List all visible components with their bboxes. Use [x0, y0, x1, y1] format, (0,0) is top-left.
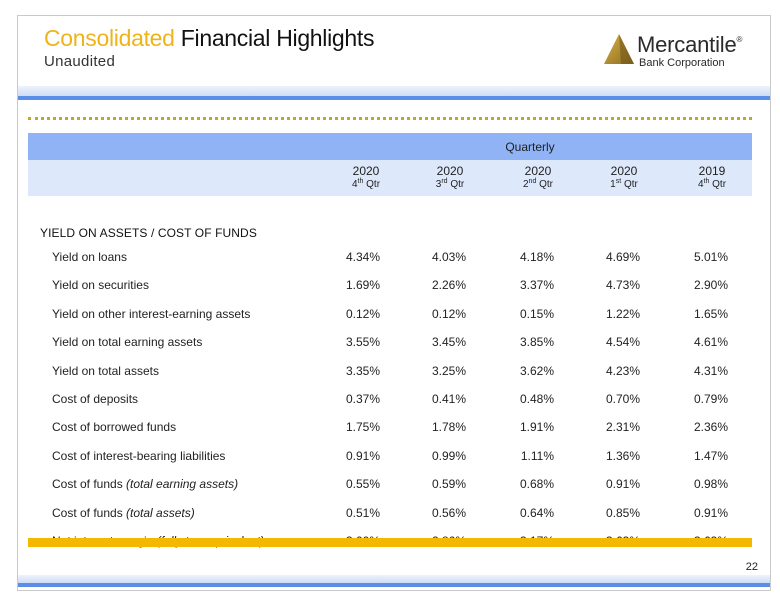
- row-value: 0.41%: [431, 392, 466, 406]
- slide: [17, 15, 771, 591]
- row-value: 5.01%: [693, 250, 728, 264]
- row-label: Yield on other interest-earning assets: [52, 306, 251, 321]
- row-value: 0.59%: [431, 477, 466, 492]
- table-row: [28, 357, 752, 385]
- row-value: 0.99%: [431, 448, 466, 463]
- page-subtitle: Unaudited: [44, 53, 116, 70]
- row-value: 3.25%: [431, 363, 466, 378]
- triangle-logo-icon: [603, 30, 635, 66]
- page-title: [44, 25, 374, 52]
- row-value: 0.64%: [519, 505, 554, 520]
- row-value: 2.90%: [693, 278, 728, 293]
- row-label: Yield on loans: [52, 250, 127, 264]
- row-label: Cost of interest-bearing liabilities: [52, 448, 226, 463]
- row-value: 1.22%: [605, 306, 640, 321]
- table-row: [28, 243, 752, 271]
- row-value: 0.91%: [693, 505, 728, 520]
- row-label: Cost of funds (total earning assets): [52, 477, 239, 492]
- financial-table: [28, 133, 752, 520]
- row-value: 0.15%: [519, 306, 554, 321]
- row-value: 4.31%: [693, 363, 728, 378]
- column-quarter: 2nd Qtr: [522, 178, 554, 190]
- table-column-headers: [28, 160, 752, 196]
- row-value: 3.85%: [519, 335, 554, 350]
- row-value: 0.12%: [431, 306, 466, 321]
- row-value: 4.03%: [431, 250, 466, 264]
- dotted-divider: [28, 117, 752, 120]
- title-accent: Consolidated: [44, 25, 175, 51]
- row-label: Cost of funds (total assets): [52, 505, 195, 520]
- row-value: 3.35%: [345, 363, 380, 378]
- row-value: 1.78%: [431, 420, 466, 435]
- section-title: YIELD ON ASSETS / COST OF FUNDS: [40, 226, 257, 240]
- column-year: 2020: [524, 164, 552, 178]
- row-value: 0.56%: [431, 505, 466, 520]
- row-value: 1.36%: [605, 448, 640, 463]
- row-label: Yield on securities: [52, 278, 149, 293]
- column-header: [677, 164, 747, 192]
- column-header: [331, 164, 401, 192]
- row-value: 0.91%: [345, 448, 380, 463]
- column-header: [415, 164, 485, 192]
- row-value: 3.55%: [345, 335, 380, 350]
- row-value: 3.45%: [431, 335, 466, 350]
- row-value: 4.54%: [605, 335, 640, 350]
- row-value: 1.75%: [345, 420, 380, 435]
- table-row: [28, 328, 752, 356]
- row-value: 3.37%: [519, 278, 554, 293]
- logo-subtitle: Bank Corporation: [639, 57, 725, 69]
- column-quarter: 3rd Qtr: [435, 178, 465, 190]
- row-label: Cost of borrowed funds: [52, 420, 177, 435]
- row-value: 0.12%: [345, 306, 380, 321]
- row-value: 2.31%: [605, 420, 640, 435]
- header-band: [18, 86, 770, 96]
- row-value: 0.51%: [345, 505, 380, 520]
- row-value: 0.70%: [605, 392, 640, 406]
- row-value: 4.18%: [519, 250, 554, 264]
- row-value: 4.34%: [345, 250, 380, 264]
- row-value: 4.61%: [693, 335, 728, 350]
- row-value: 3.62%: [519, 363, 554, 378]
- row-value: 1.91%: [519, 420, 554, 435]
- row-value: 0.91%: [605, 477, 640, 492]
- row-label: Yield on total earning assets: [52, 335, 203, 350]
- column-year: 2020: [610, 164, 638, 178]
- row-value: 0.48%: [519, 392, 554, 406]
- row-value: 1.47%: [693, 448, 728, 463]
- header-rule: [18, 96, 770, 100]
- footer-rule: [18, 583, 770, 587]
- title-main: Financial Highlights: [180, 25, 375, 51]
- row-value: 0.85%: [605, 505, 640, 520]
- row-value: 0.55%: [345, 477, 380, 492]
- page-number: 22: [745, 561, 758, 573]
- table-row: [28, 442, 752, 470]
- row-value: 4.23%: [605, 363, 640, 378]
- table-row: [28, 300, 752, 328]
- row-value: 0.68%: [519, 477, 554, 492]
- row-value: 0.37%: [345, 392, 380, 406]
- row-value: 4.69%: [605, 250, 640, 264]
- column-header: [589, 164, 659, 192]
- row-value: 4.73%: [605, 278, 640, 293]
- row-value: 1.65%: [693, 306, 728, 321]
- row-value: 0.98%: [693, 477, 728, 492]
- column-quarter: 4th Qtr: [697, 178, 727, 190]
- row-value: 2.26%: [431, 278, 466, 293]
- table-row: [28, 499, 752, 527]
- row-label: Yield on total assets: [52, 363, 159, 378]
- mercantile-logo: [603, 30, 763, 70]
- column-year: 2020: [436, 164, 464, 178]
- quarterly-header: Quarterly: [505, 140, 555, 154]
- column-header: [503, 164, 573, 192]
- row-value: 1.11%: [520, 448, 554, 463]
- row-label: Cost of deposits: [52, 392, 139, 406]
- table-row: [28, 413, 752, 441]
- column-quarter: 4th Qtr: [351, 178, 381, 190]
- footer-band: [18, 575, 770, 583]
- table-row: [28, 470, 752, 498]
- row-value: 2.36%: [693, 420, 728, 435]
- table-group-header: [28, 133, 752, 160]
- row-value: 0.79%: [693, 392, 728, 406]
- column-quarter: 1st Qtr: [610, 178, 638, 190]
- row-value: 1.69%: [345, 278, 380, 293]
- table-row: [28, 271, 752, 299]
- logo-name: Mercantile®: [637, 32, 743, 57]
- table-bottom-bar: [28, 538, 752, 547]
- column-year: 2019: [698, 164, 726, 178]
- column-year: 2020: [352, 164, 380, 178]
- table-row: [28, 385, 752, 413]
